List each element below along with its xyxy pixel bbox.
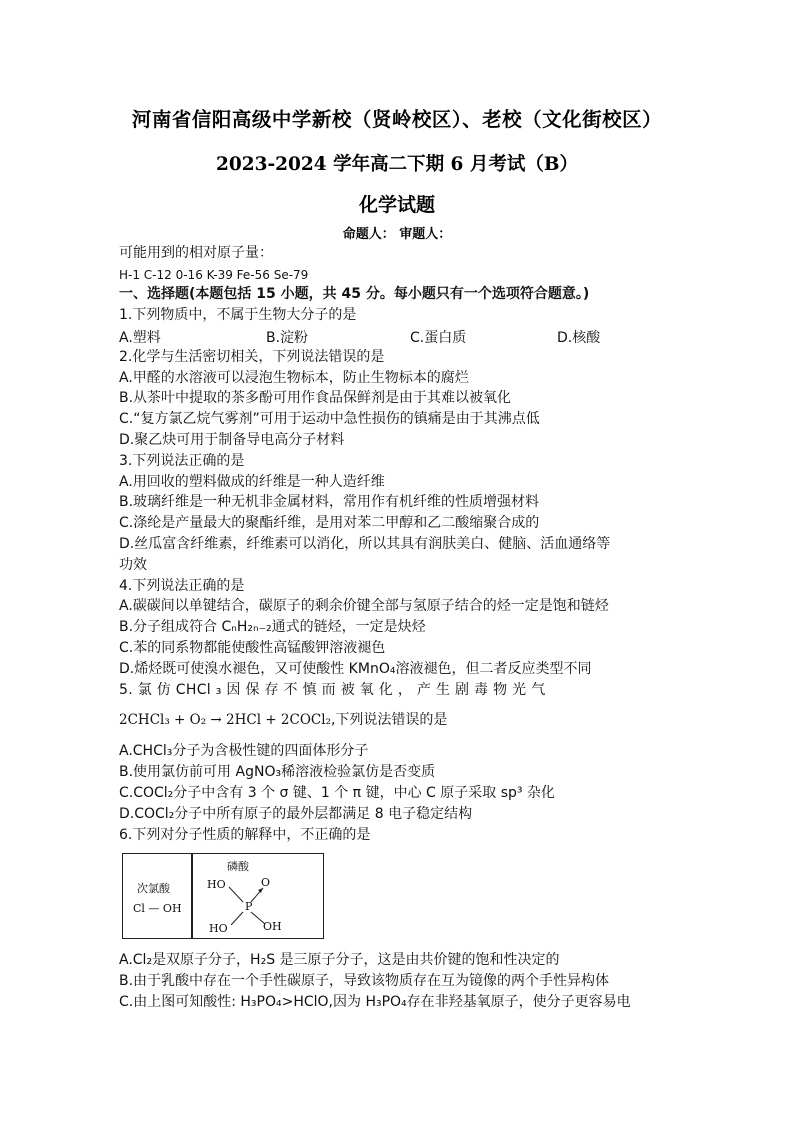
q1-option-a: A.塑料 [119,330,161,346]
acid-structure-figure [122,853,324,939]
atom-p: P [245,900,253,913]
bond-ho-p-upper [229,887,243,902]
section-heading: 一、选择题(本题包括 15 小题，共 45 分。每小题只有一个选项符合题意。) [119,286,590,302]
question-5-stem: 5. 氯 仿 CHCl ₃ 因 保 存 不 慎 而 被 氧 化 ， 产 生 剧 毒 物 光 气 [119,682,546,698]
question-1-stem: 1.下列物质中，不属于生物大分子的是 [119,307,357,323]
atom-ho-upper: HO [207,878,226,891]
q5-option-b: B.使用氯仿前可用 AgNO₃稀溶液检验氯仿是否变质 [119,764,436,780]
atomic-mass-label: 可能用到的相对原子量： [119,245,273,261]
q4-option-b: B.分子组成符合 CₙH₂ₙ₋₂通式的链烃，一定是炔烃 [119,619,426,635]
q6-option-c: C.由上图可知酸性: H₃PO₄>HClO,因为 H₃PO₄存在非羟基氧原子，使分子更容易电 [119,994,631,1010]
question-6-stem: 6.下列对分子性质的解释中，不正确的是 [119,827,371,843]
q4-option-c: C.苯的同系物都能使酸性高锰酸钾溶液褪色 [119,640,386,656]
q5-option-a: A.CHCl₃分子为含极性键的四面体形分子 [119,743,369,759]
hypochlorous-acid-formula: Cl — OH [133,902,182,915]
atom-ho-lower: HO [209,922,228,935]
q2-option-d: D.聚乙炔可用于制备导电高分子材料 [119,432,345,448]
q6-option-b: B.由于乳酸中存在一个手性碳原子，导致该物质存在互为镜像的两个手性异构体 [119,973,610,989]
q4-option-d: D.烯烃既可使溴水褪色，又可使酸性 KMnO₄溶液褪色，但二者反应类型不同 [119,661,592,677]
exam-title: 2023-2024 学年高二下期 6 月考试（B） [216,154,578,175]
bond-p-ho-lower [231,912,243,925]
q5-stem-tail: ,下列说法错误的是 [330,712,448,728]
q4-option-a: A.碳碳间以单键结合，碳原子的剩余价键全部与氢原子结合的烃一定是饱和链烃 [119,598,609,614]
q1-option-d: D.核酸 [557,330,601,346]
q2-option-c: C.“复方氯乙烷气雾剂”可用于运动中急性损伤的镇痛是由于其沸点低 [119,411,540,427]
q5-equation: 2CHCl₃ + O₂ → 2HCl + 2COCl₂ [119,712,331,728]
atom-o: O [261,876,271,889]
q3-option-d: D.丝瓜富含纤维素，纤维素可以消化，所以其具有润肤美白、健脑、活血通络等 [119,536,611,552]
hypochlorous-acid-label: 次氯酸 [137,882,170,895]
q3-option-c: C.涤纶是产量最大的聚酯纤维，是用对苯二甲醇和乙二酸缩聚合成的 [119,515,540,531]
q1-option-c: C.蛋白质 [410,330,467,346]
q3-option-d-cont: 功效 [119,557,147,573]
atomic-mass-values: H-1 C-12 0-16 K-39 Fe-56 Se-79 [119,268,309,282]
question-4-stem: 4.下列说法正确的是 [119,578,245,594]
phosphoric-acid-label: 磷酸 [227,860,249,873]
authors-line: 命题人： 审题人： [342,227,452,242]
q5-option-c: C.COCl₂分子中含有 3 个 σ 键、1 个 π 键，中心 C 原子采取 sp³ 杂化 [119,785,555,801]
q2-option-a: A.甲醛的水溶液可以浸泡生物标本，防止生物标本的腐烂 [119,370,469,386]
q6-option-a: A.Cl₂是双原子分子，H₂S 是三原子分子，这是由共价键的饱和性决定的 [119,952,560,968]
q5-option-d: D.COCl₂分子中所有原子的最外层都满足 8 电子稳定结构 [119,806,473,822]
atom-oh: OH [263,920,282,933]
q3-option-a: A.用回收的塑料做成的纤维是一种人造纤维 [119,474,385,490]
question-2-stem: 2.化学与生活密切相关，下列说法错误的是 [119,349,385,365]
subject-title: 化学试题 [358,194,435,216]
q1-option-b: B.淀粉 [266,330,309,346]
question-3-stem: 3.下列说法正确的是 [119,453,245,469]
q2-option-b: B.从茶叶中提取的茶多酚可用作食品保鲜剂是由于其难以被氧化 [119,390,512,406]
school-title: 河南省信阳高级中学新校（贤岭校区）、老校（文化街校区） [131,108,663,131]
q3-option-b: B.玻璃纤维是一种无机非金属材料，常用作有机纤维的性质增强材料 [119,494,540,510]
